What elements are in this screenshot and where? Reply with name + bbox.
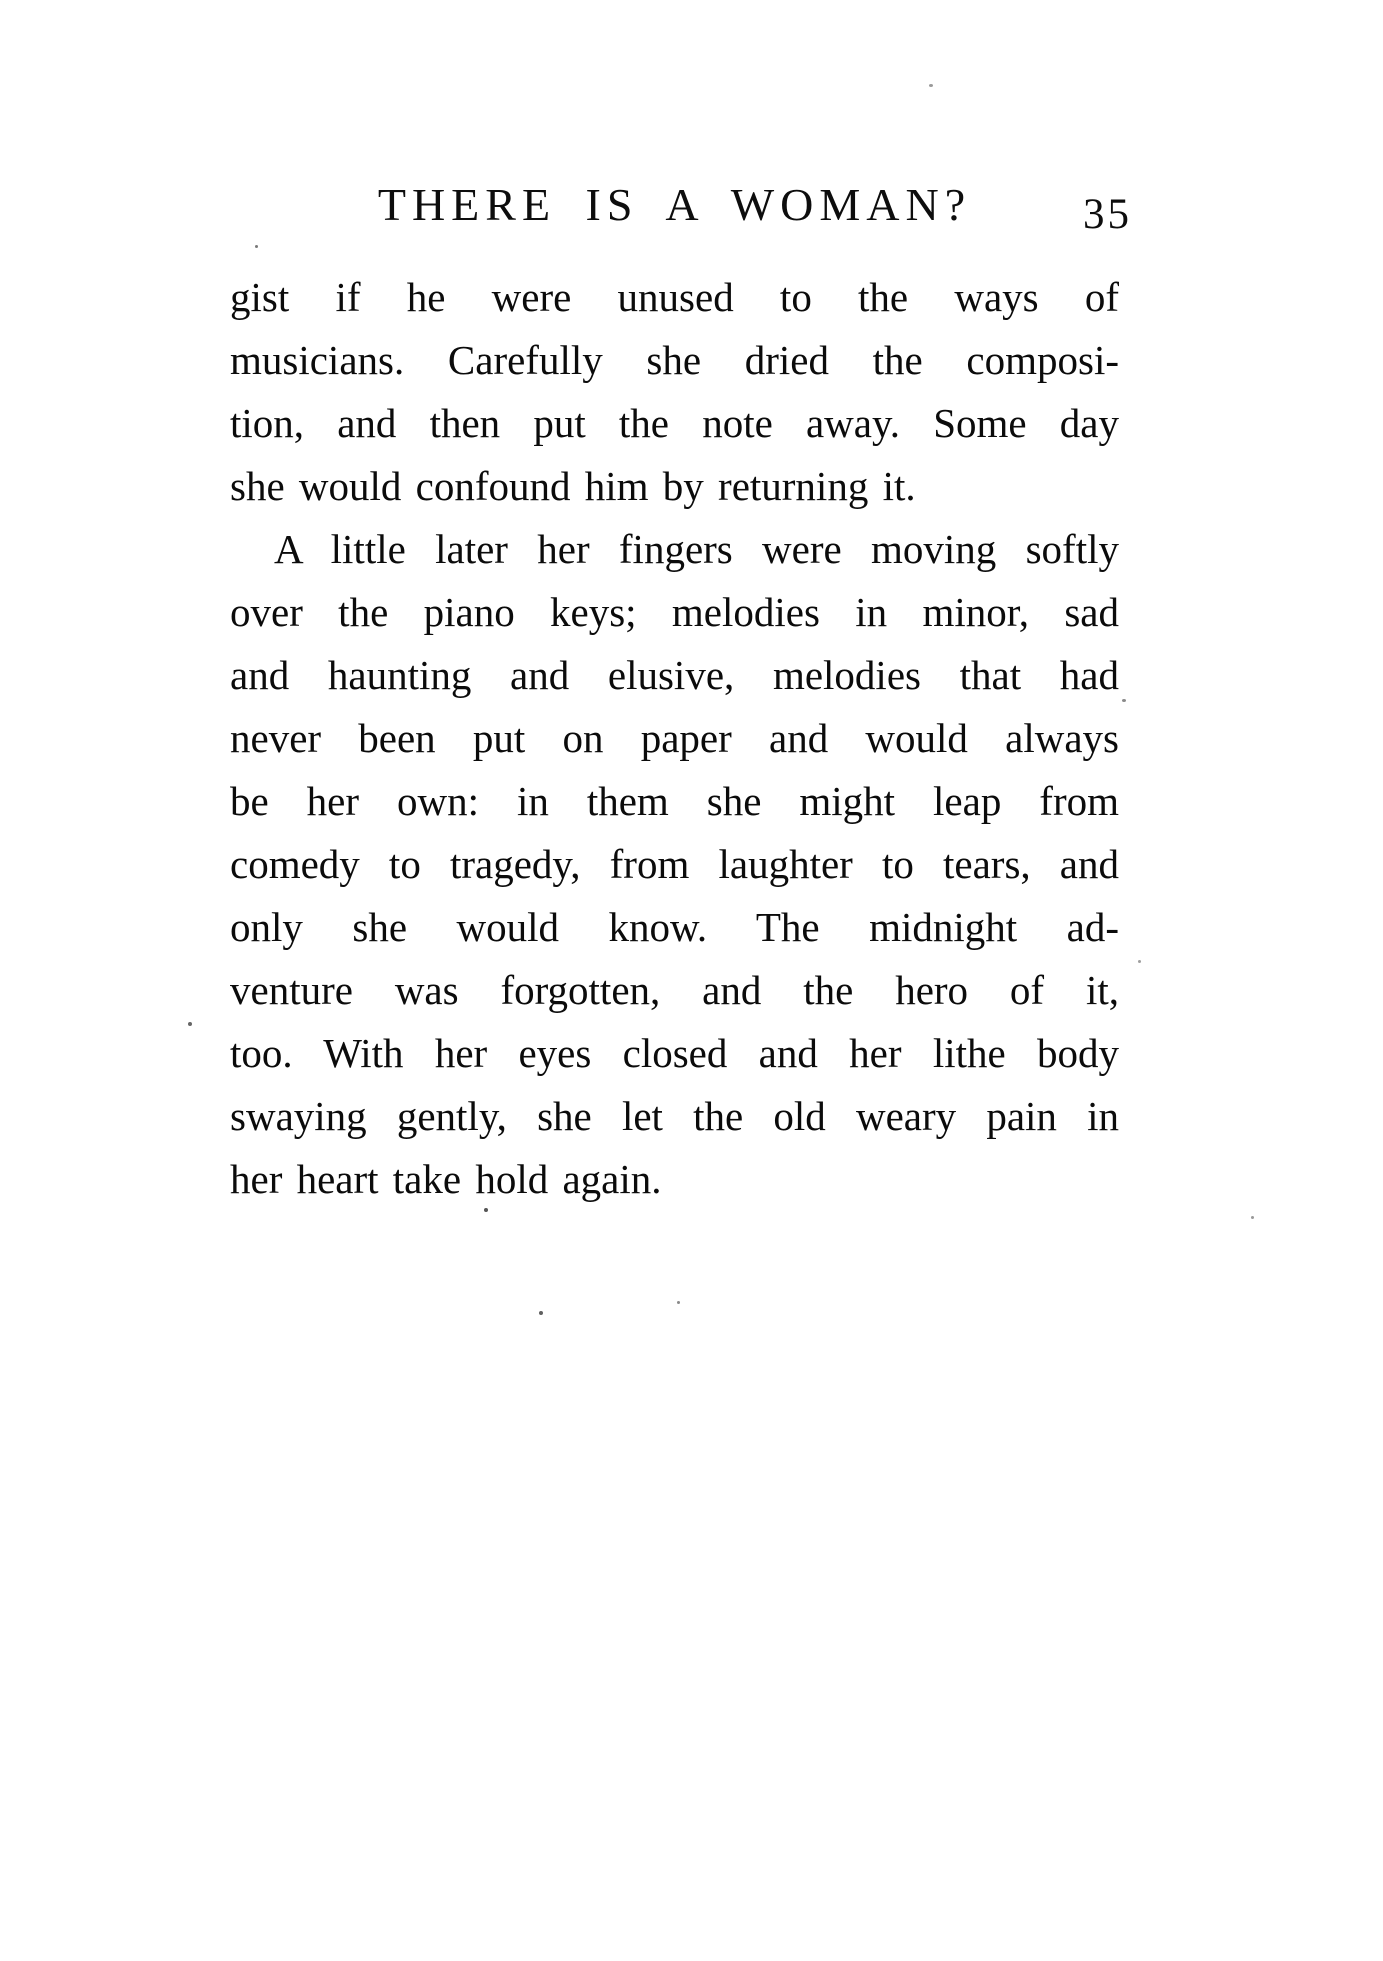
text-line: swaying gently, she let the old weary pain in — [230, 1093, 1119, 1139]
page-number: 35 — [1083, 191, 1132, 238]
text-line: be her own: in them she might leap from — [230, 778, 1119, 824]
text-line: she would confound him by returning it. — [230, 463, 916, 509]
scan-speck — [255, 245, 258, 248]
scan-speck — [188, 1022, 192, 1026]
scan-speck — [1251, 1216, 1254, 1219]
text-line: tion, and then put the note away. Some day — [230, 400, 1119, 446]
text-line: over the piano keys; melodies in minor, sad — [230, 589, 1119, 635]
body-text-block — [230, 266, 1119, 1211]
scan-speck — [929, 84, 933, 87]
scan-speck — [1122, 699, 1126, 702]
text-line: and haunting and elusive, melodies that had — [230, 652, 1119, 698]
text-line: comedy to tragedy, from laughter to tears, and — [230, 841, 1119, 887]
running-head-title: THERE IS A WOMAN? — [377, 179, 972, 230]
text-line: too. With her eyes closed and her lithe body — [230, 1030, 1119, 1076]
text-line: musicians. Carefully she dried the composi- — [230, 337, 1119, 383]
text-line: venture was forgotten, and the hero of it, — [230, 967, 1119, 1013]
scan-speck — [1138, 960, 1141, 963]
scan-speck — [484, 1208, 488, 1212]
scan-speck — [677, 1301, 680, 1304]
text-line: A little later her fingers were moving softly — [274, 526, 1119, 572]
text-line: only she would know. The midnight ad- — [230, 904, 1119, 950]
scan-speck — [539, 1311, 543, 1315]
text-line: never been put on paper and would always — [230, 715, 1119, 761]
text-line: gist if he were unused to the ways of — [230, 274, 1119, 320]
text-line: her heart take hold again. — [230, 1156, 662, 1202]
